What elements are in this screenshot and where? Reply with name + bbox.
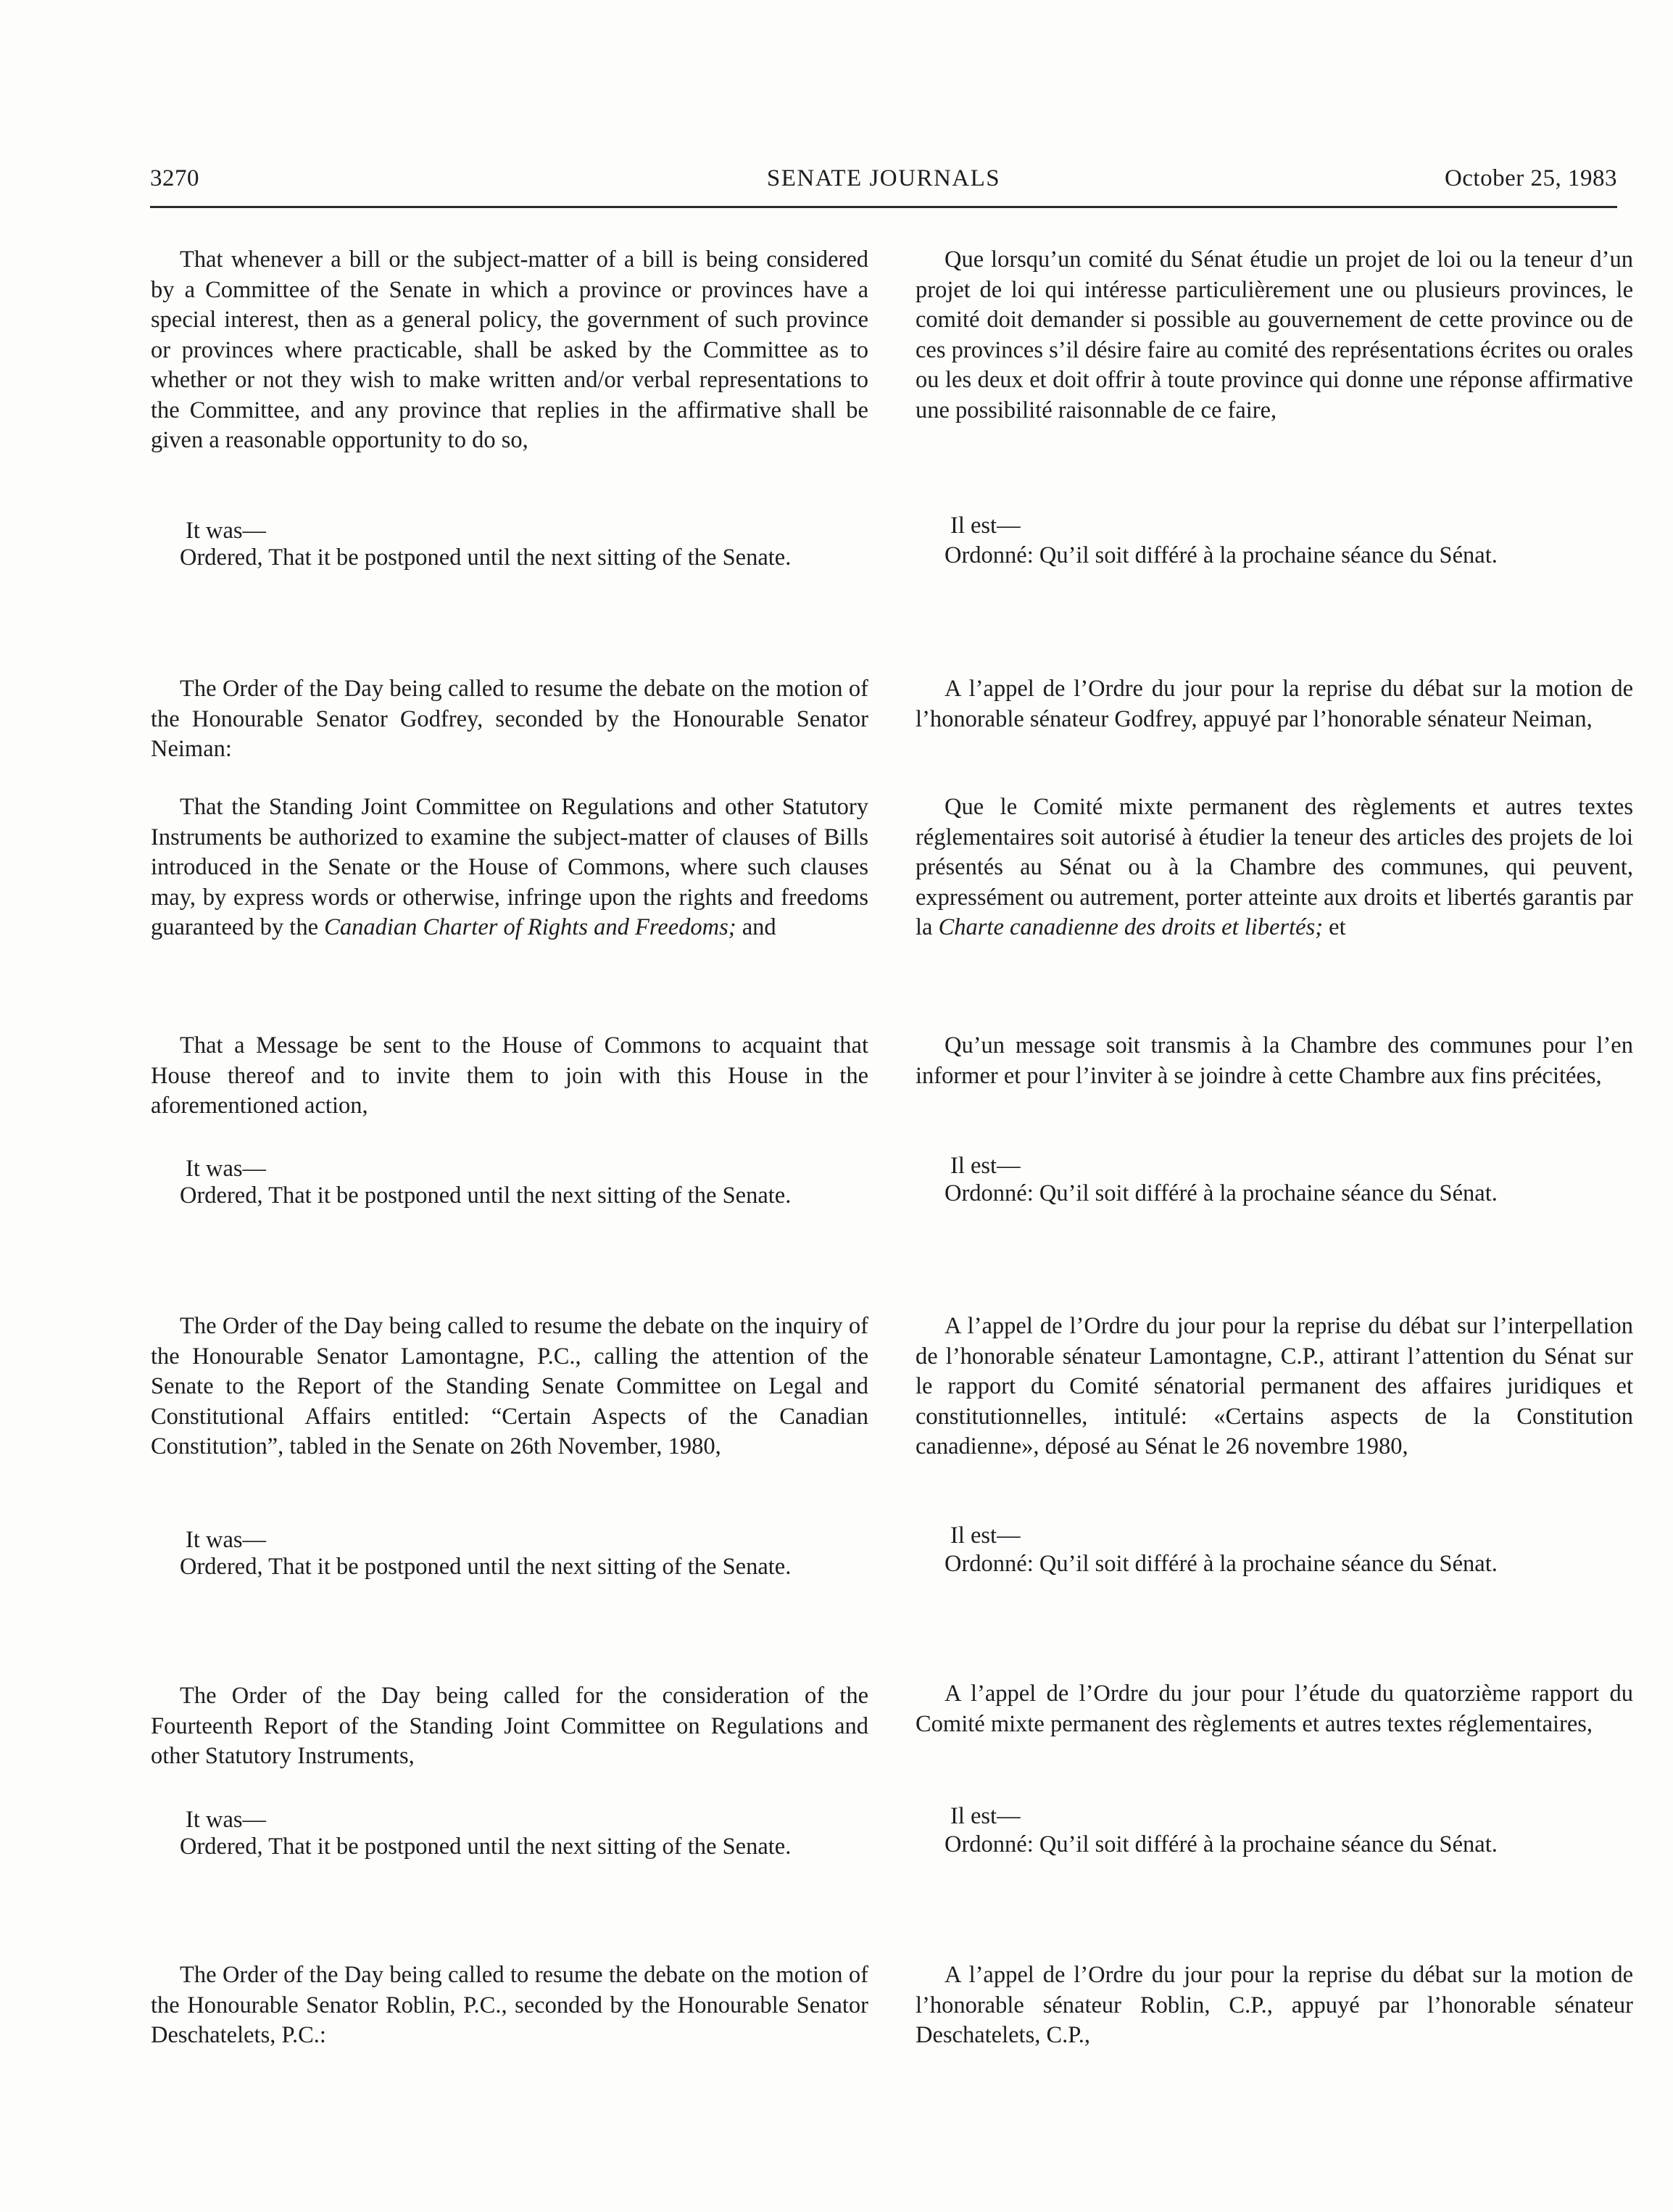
page-header [150,164,1617,208]
ordonne-differe: Ordonné: Qu’il soit différé à la prochaine séance du Sénat. [945,542,1498,568]
motion-charter-review: That the Standing Joint Committee on Regulations and other Statutory Instruments be authorized to examine the subject-matter of clauses of Bills introduced in the Senate or the House of Commons, where such clauses may, by express words or otherwise, infringe upon the rights and freedoms guaranteed by the Canadian Charter of Rights and Freedoms; and [151,794,868,940]
order-of-day-godfrey: The Order of the Day being called to resume the debate on the motion of the Honourable Senator Godfrey, seconded by the Honourable Senator Neiman: [151,676,868,762]
order-of-day-fourteenth-report: The Order of the Day being called for the consideration of the Fourteenth Report of the Standing Joint Committee on Regulations and other Statutory Instruments, [151,1683,868,1769]
order-of-day-lamontagne-fr: A l’appel de l’Ordre du jour pour la reprise du débat sur l’interpellation de l’honorable sénateur Lamontagne, C.P., attirant l’attention du Sénat sur le rapport du Comité sénatorial permanent des affaires juridiques et constitutionnelles, intitulé: «Certains aspects de la Constitution canadienne», déposé au Sénat le 26 novembre 1980, [916,1313,1633,1459]
il-est-line: Il est— [950,1803,1021,1829]
ordonne-differe: Ordonné: Qu’il soit différé à la prochaine séance du Sénat. [945,1180,1498,1206]
page-date: October 25, 1983 [1444,165,1617,191]
order-of-day-roblin: The Order of the Day being called to resume the debate on the motion of the Honourable Senator Roblin, P.C., seconded by the Honourable Senator Deschatelets, P.C.: [151,1962,868,2048]
ordered-postponed: Ordered, That it be postponed until the next sitting of the Senate. [180,544,792,571]
it-was-line: It was— [186,518,267,544]
it-was-line: It was— [186,1807,267,1833]
it-was-line: It was— [186,1527,267,1553]
order-of-day-roblin-fr: A l’appel de l’Ordre du jour pour la reprise du débat sur la motion de l’honorable sénateur Roblin, C.P., appuyé par l’honorable sénateur Deschatelets, C.P., [916,1962,1633,2048]
order-of-day-godfrey-fr: A l’appel de l’Ordre du jour pour la reprise du débat sur la motion de l’honorable sénateur Godfrey, appuyé par l’honorable sénateur Neiman, [916,676,1633,732]
ordered-postponed: Ordered, That it be postponed until the next sitting of the Senate. [180,1182,792,1209]
page-number: 3270 [150,165,199,191]
ordonne-differe: Ordonné: Qu’il soit différé à la prochaine séance du Sénat. [945,1551,1498,1577]
il-est-line: Il est— [950,1523,1021,1549]
il-est-line: Il est— [950,513,1021,539]
motion-message-to-commons-fr: Qu’un message soit transmis à la Chambre des communes pour l’en informer et pour l’inviter à se joindre à cette Chambre aux fins précitées, [916,1032,1633,1089]
motion-charter-review-fr: Que le Comité mixte permanent des règlements et autres textes réglementaires soit autorisé à étudier la teneur des articles des projets de loi présentés au Sénat ou à la Chambre des communes, qui peuvent, expressément ou autrement, porter atteinte aux droits et libertés garantis par la Charte canadienne des droits et libertés; et [916,794,1633,940]
il-est-line: Il est— [950,1153,1021,1179]
motion-provincial-representations: That whenever a bill or the subject-matter of a bill is being considered by a Committee of the Senate in which a province or provinces have a special interest, then as a general policy, the government of such province or provinces where practicable, shall be asked by the Committee as to whether or not they wish to make written and/or verbal representations to the Committee, and any province that replies in the affirmative shall be given a reasonable opportunity to do so, [151,247,868,453]
motion-provincial-representations-fr: Que lorsqu’un comité du Sénat étudie un projet de loi ou la teneur d’un projet de loi qui intéresse particulièrement une ou plusieurs provinces, le comité doit demander si possible au gouvernement de cette province ou de ces provinces s’il désire faire au comité des représentations écrites ou orales ou les deux et doit offrir à toute province qui donne une réponse affirmative une possibilité raisonnable de ce faire, [916,247,1633,423]
ordered-postponed: Ordered, That it be postponed until the next sitting of the Senate. [180,1554,792,1580]
motion-message-to-commons: That a Message be sent to the House of Commons to acquaint that House thereof and to invite them to join with this House in the aforementioned action, [151,1032,868,1119]
it-was-line: It was— [186,1156,267,1182]
order-of-day-fourteenth-report-fr: A l’appel de l’Ordre du jour pour l’étude du quatorzième rapport du Comité mixte permanent des règlements et autres textes réglementaires, [916,1681,1633,1737]
ordonne-differe: Ordonné: Qu’il soit différé à la prochaine séance du Sénat. [945,1831,1498,1857]
ordered-postponed: Ordered, That it be postponed until the next sitting of the Senate. [180,1834,792,1860]
order-of-day-lamontagne: The Order of the Day being called to resume the debate on the inquiry of the Honourable Senator Lamontagne, P.C., calling the attention of the Senate to the Report of the Standing Senate Committee on Legal and Constitutional Affairs entitled: “Certain Aspects of the Canadian Constitution”, tabled in the Senate on 26th November, 1980, [151,1313,868,1459]
journal-title: SENATE JOURNALS [766,165,1001,191]
